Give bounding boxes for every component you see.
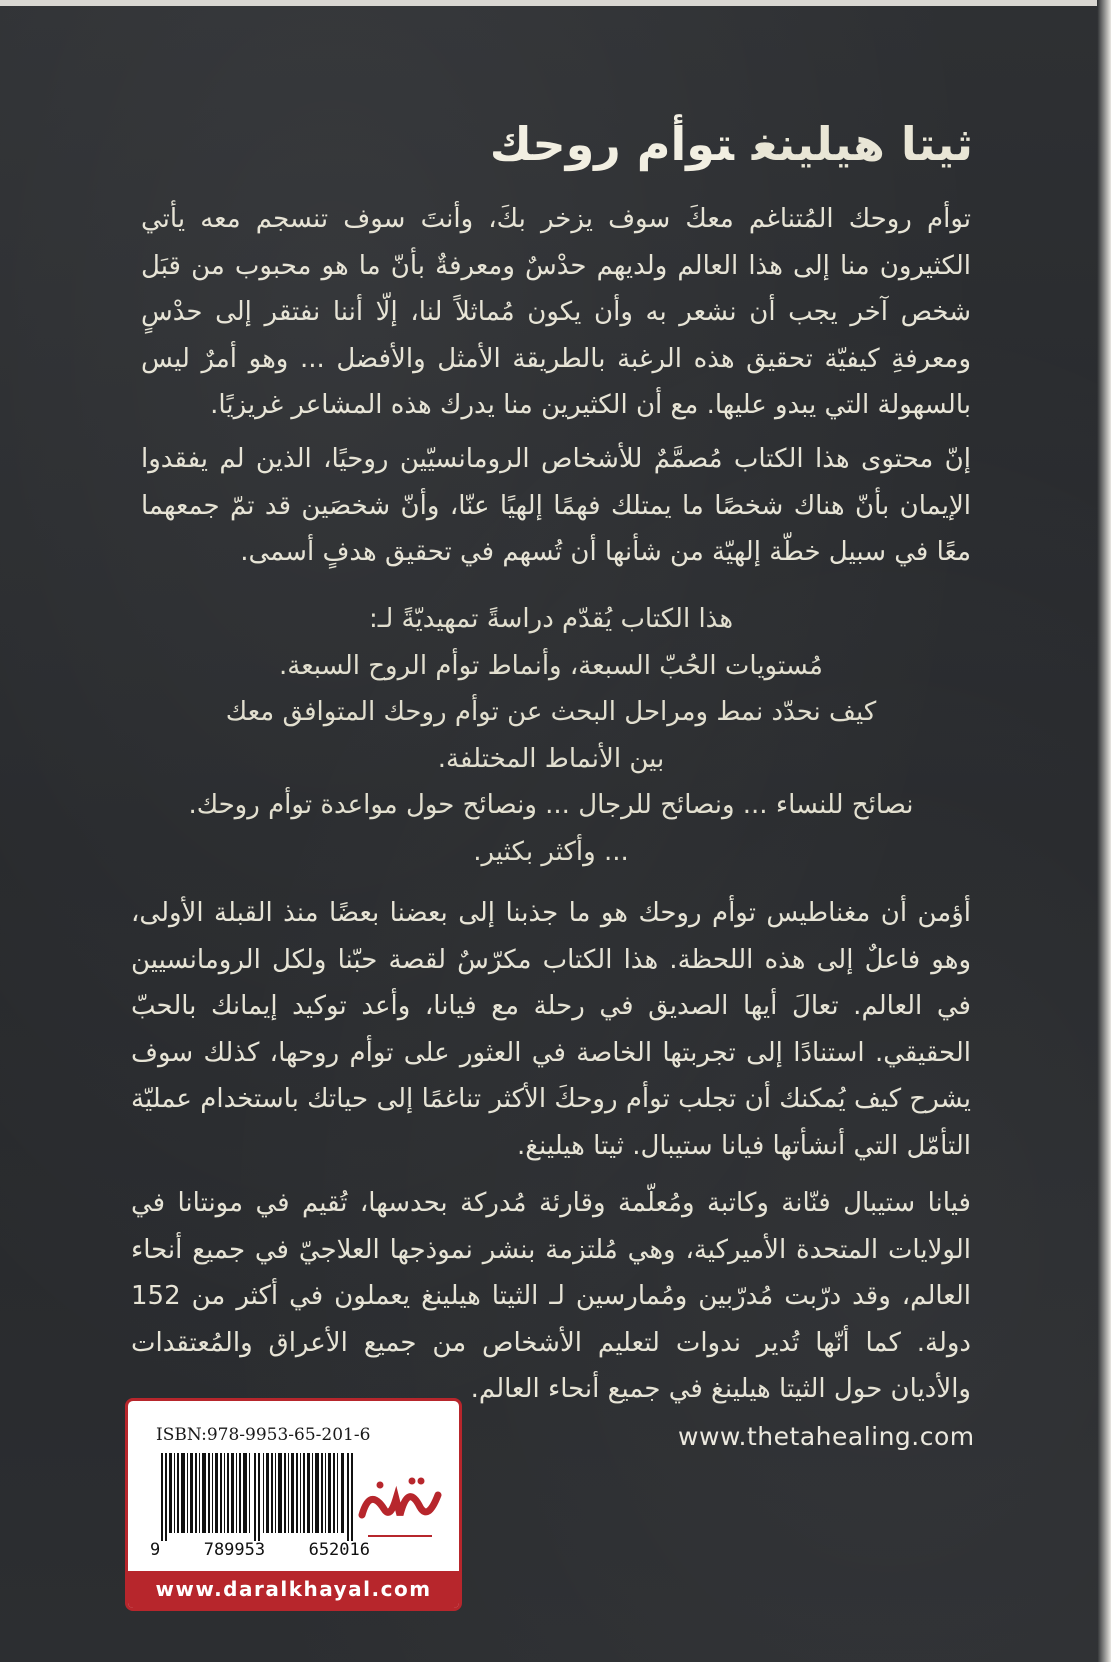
page-right-edge — [1097, 0, 1111, 1662]
intro-paragraph: توأم روحك المُتناغم معكَ سوف يزخر بكَ، وأنتَ سوف تنسجم معه يأتي الكثيرون منا إلى هذا العالم ولديهم حدْسٌ ومعرفةٌ بأنّ ما هو محبوب من قبَل شخص آخر يجب أن نشعر به وأن يكون مُماثلاً لنا، إلّا أننا نفتقر إلى حدْسٍ ومعرفةِ كيفيّة تحقيق هذه الرغبة بالطريقة الأمثل والأفضل ... وهو أمرٌ ليس بالسهولة التي يبدو عليها. مع أن الكثيرين منا يدرك هذه المشاعر غريزيًا. — [141, 204, 971, 420]
feature-item-more: ... وأكثر بكثير. — [473, 836, 629, 867]
isbn-label: ISBN:978-9953-65-201-6 — [156, 1425, 371, 1445]
author-bio-paragraph: فيانا ستيبال فنّانة وكاتبة ومُعلّمة وقارئة مُدركة بحدسها، تُقيم في مونتانا في الولايات المتحدة الأميركية، وهي مُلتزمة بنشر نموذجها العلاجيّ في جميع أنحاء العالم، وقد درّبت مُدرّبين ومُمارسين لـ الثيتا هيلينغ يعملون في أكثر من 152 دولة. كما أنّها تُدير ندوات لتعليم الأشخاص من جميع الأعراق والمُعتقدات والأديان حول الثيتا هيلينغ في جميع أنحاء العالم. — [131, 1188, 971, 1404]
author-name: ثيتا هيلينغ — [751, 117, 973, 171]
cover-header — [490, 112, 973, 176]
features-intro: هذا الكتاب يُقدّم دراسةً تمهيديّةً لـ: — [368, 604, 734, 634]
barcode-digit-prefix: 9 — [150, 1540, 161, 1560]
book-title: توأم روحك — [489, 117, 734, 171]
feature-item-love-levels: مُستويات الحُبّ السبعة، وأنماط توأم الروح السبعة. — [279, 650, 823, 681]
feature-item-advice: نصائح للنساء ... ونصائح للرجال ... ونصائح حول مواعدة توأم روحك. — [188, 790, 914, 820]
feature-item-find-soulmate-cont: بين الأنماط المختلفة. — [437, 743, 665, 774]
barcode-image — [161, 1453, 361, 1541]
purpose-paragraph: إنّ محتوى هذا الكتاب مُصمَّمٌ للأشخاص الرومانسيّين روحيًا، الذين لم يفقدوا الإيمان بأنّ هناك شخصًا ما يمتلك فهمًا إلهيًا عنّا، وأنّ شخصَين قد تمّ جمعهما معًا في سبيل خطّة إلهيّة من شأنها أن تُسهم في تحقيق هدفٍ أسمى. — [141, 444, 971, 567]
publisher-logo — [350, 1465, 450, 1551]
features-list — [131, 596, 971, 875]
barcode-digit-group-2: 652016 — [308, 1540, 370, 1560]
website-link[interactable]: www.thetahealing.com — [678, 1422, 975, 1451]
barcode-digit-group-1: 789953 — [203, 1540, 266, 1560]
barcode-digits — [150, 1540, 370, 1560]
feature-item-find-soulmate: كيف نحدّد نمط ومراحل البحث عن توأم روحك المتوافق معك — [225, 697, 877, 727]
page-top-edge — [0, 0, 1111, 6]
barcode-panel — [125, 1398, 462, 1611]
publisher-url-bar[interactable]: www.daralkhayal.com — [128, 1571, 459, 1608]
belief-paragraph: أؤمن أن مغناطيس توأم روحك هو ما جذبنا إلى بعضنا بعضًا منذ القبلة الأولى، وهو فاعلٌ إلى هذه اللحظة. هذا الكتاب مكرّسٌ لقصة حبّنا ولكل الرومانسيين في العالم. تعالَ أيها الصديق في رحلة مع فيانا، وأعد توكيد إيمانك بالحبّ الحقيقي. استنادًا إلى تجربتها الخاصة في العثور على توأم روحها، كذلك سوف يشرح كيف يُمكنك أن تجلب توأم روحكَ الأكثر تناغمًا إلى حياتك باستخدام عمليّة التأمّل التي أنشأتها فيانا ستيبال. ثيتا هيلينغ. — [131, 898, 971, 1161]
